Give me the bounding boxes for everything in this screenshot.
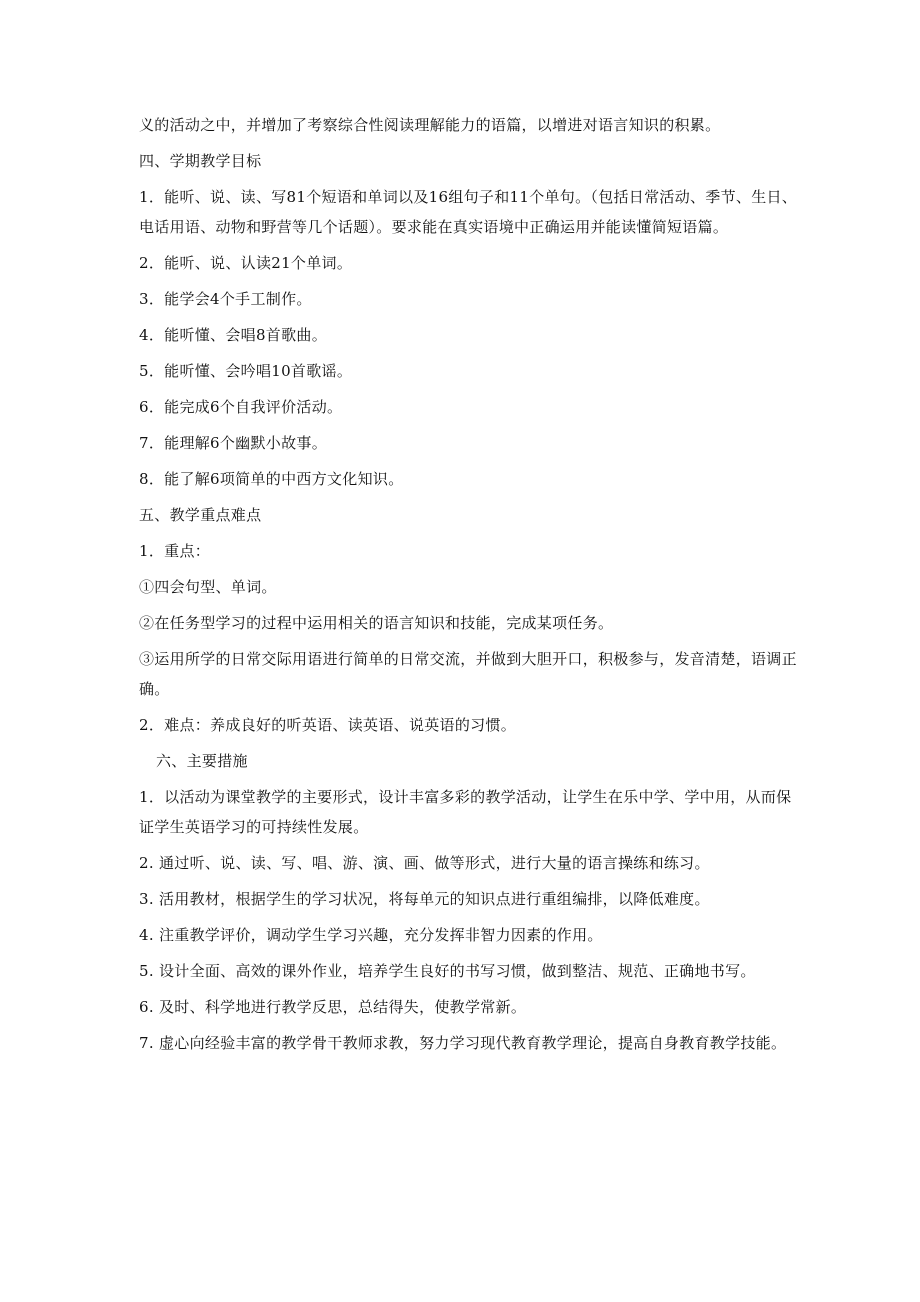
paragraph: 3．能学会4个手工制作。 (139, 290, 312, 308)
paragraph: 1．能听、说、读、写81个短语和单词以及16组句子和11个单句。（包括日常活动、季节、生日、电话用语、动物和野营等几个话题）。要求能在真实语境中正确运用并能读懂简短语篇。 (139, 188, 798, 236)
paragraph: 2. 通过听、说、读、写、唱、游、演、画、做等形式，进行大量的语言操练和练习。 (139, 854, 710, 872)
paragraph: 5. 设计全面、高效的课外作业，培养学生良好的书写习惯，做到整洁、规范、正确地书写。 (139, 962, 756, 980)
paragraph: ①四会句型、单词。 (139, 578, 277, 596)
paragraph: 四、学期教学目标 (139, 152, 262, 170)
document-body (139, 110, 799, 1064)
paragraph: 六、主要措施 (156, 752, 248, 770)
paragraph: 6．能完成6个自我评价活动。 (139, 398, 343, 416)
paragraph: 6. 及时、科学地进行教学反思，总结得失，使教学常新。 (139, 998, 527, 1016)
paragraph: 7. 虚心向经验丰富的教学骨干教师求教，努力学习现代教育教学理论，提高自身教育教学技能。 (139, 1034, 787, 1052)
paragraph: 义的活动之中，并增加了考察综合性阅读理解能力的语篇，以增进对语言知识的积累。 (139, 116, 721, 134)
paragraph: 4．能听懂、会唱8首歌曲。 (139, 326, 327, 344)
paragraph: 五、教学重点难点 (139, 506, 262, 524)
paragraph: 1．以活动为课堂教学的主要形式，设计丰富多彩的教学活动，让学生在乐中学、学中用，从而保证学生英语学习的可持续性发展。 (139, 788, 792, 836)
paragraph: ②在任务型学习的过程中运用相关的语言知识和技能，完成某项任务。 (139, 614, 614, 632)
paragraph: 8．能了解6项简单的中西方文化知识。 (139, 470, 404, 488)
paragraph: ③运用所学的日常交际用语进行简单的日常交流，并做到大胆开口，积极参与，发音清楚，语调正确。 (139, 650, 797, 698)
paragraph: 2．难点：养成良好的听英语、读英语、说英语的习惯。 (139, 716, 517, 734)
paragraph: 7．能理解6个幽默小故事。 (139, 434, 327, 452)
paragraph: 1．重点： (139, 542, 211, 560)
paragraph: 2．能听、说、认读21个单词。 (139, 254, 353, 272)
paragraph: 5．能听懂、会吟唱10首歌谣。 (139, 362, 353, 380)
paragraph: 3. 活用教材，根据学生的学习状况，将每单元的知识点进行重组编排，以降低难度。 (139, 890, 710, 908)
paragraph: 4. 注重教学评价，调动学生学习兴趣，充分发挥非智力因素的作用。 (139, 926, 603, 944)
